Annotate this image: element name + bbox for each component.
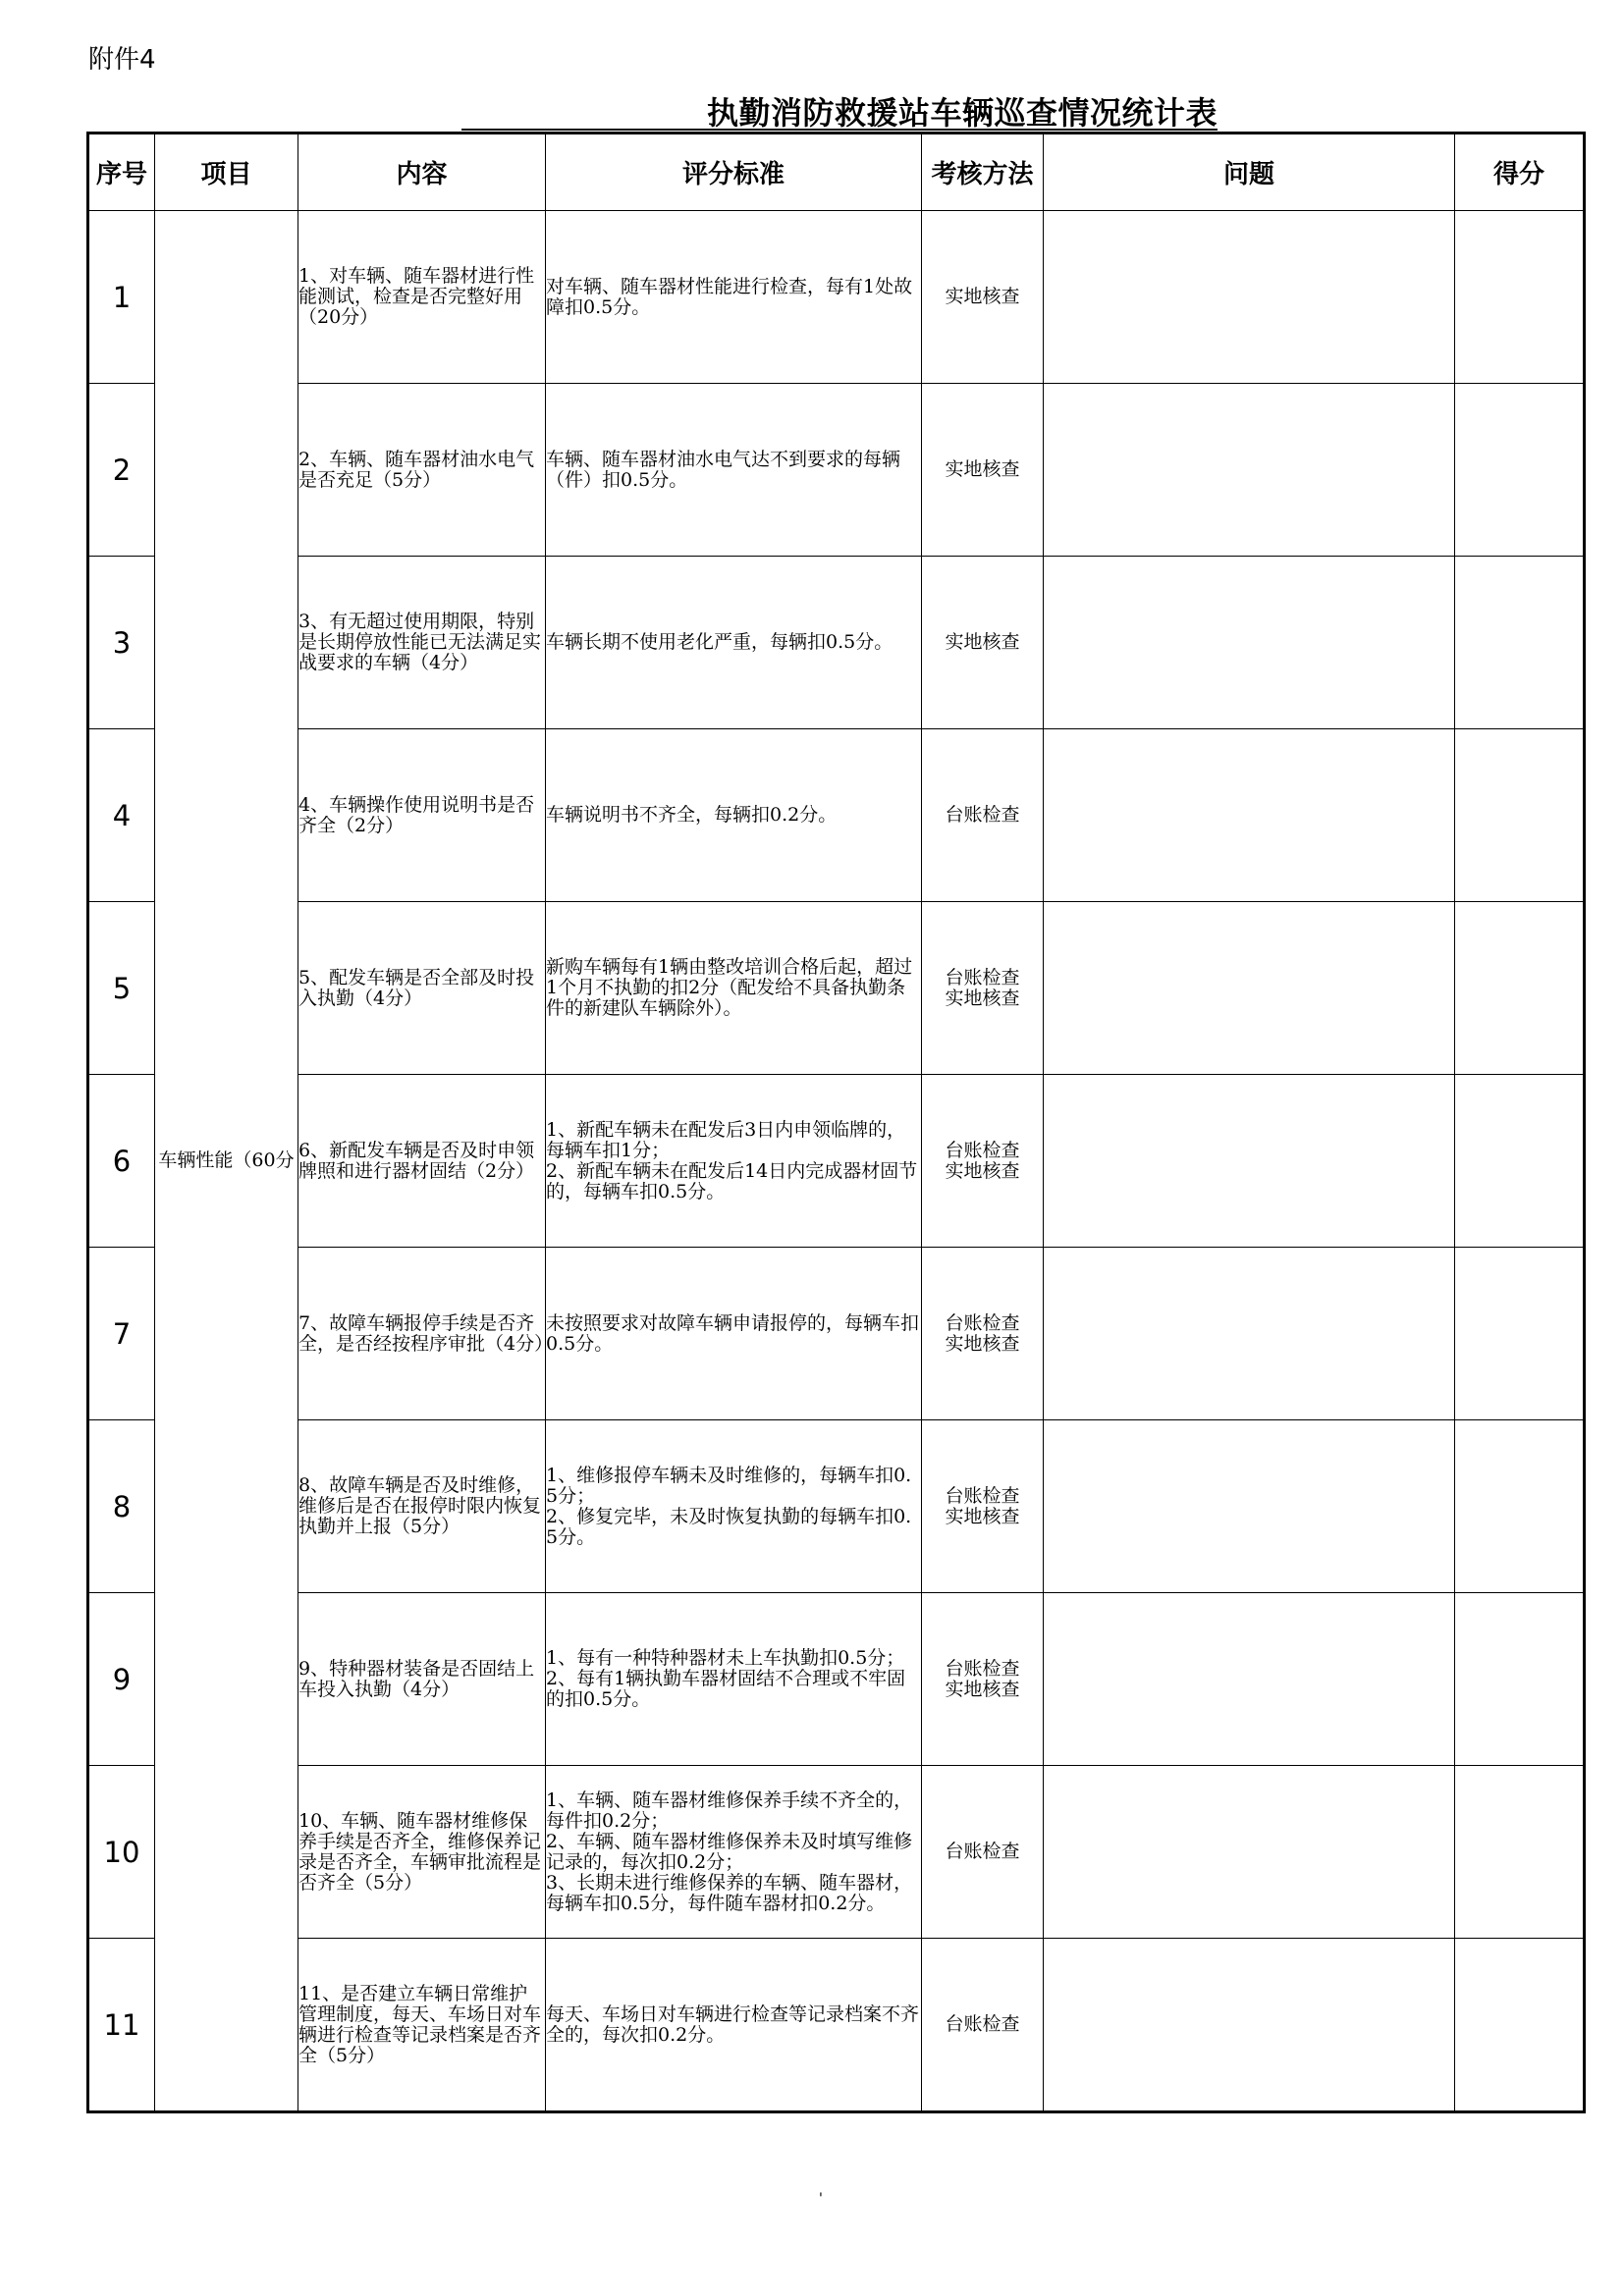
row-number: 2 [88, 384, 155, 557]
method-cell: 台账检查 实地核查 [922, 1420, 1044, 1593]
header-no: 序号 [88, 133, 155, 211]
table-row [88, 1075, 1585, 1248]
row-number: 11 [88, 1939, 155, 2112]
table-row [88, 1248, 1585, 1420]
score-cell [1455, 1939, 1585, 2112]
issue-cell [1044, 211, 1455, 384]
table-row [88, 1420, 1585, 1593]
content-cell: 8、故障车辆是否及时维修，维修后是否在报停时限内恢复执勤并上报（5分） [298, 1420, 546, 1593]
score-cell [1455, 902, 1585, 1075]
issue-cell [1044, 1939, 1455, 2112]
header-score: 得分 [1455, 133, 1585, 211]
header-issue: 问题 [1044, 133, 1455, 211]
issue-cell [1044, 1766, 1455, 1939]
row-number: 7 [88, 1248, 155, 1420]
criteria-cell: 车辆、随车器材油水电气达不到要求的每辆（件）扣0.5分。 [546, 384, 922, 557]
table-body [88, 211, 1585, 2112]
issue-cell [1044, 1075, 1455, 1248]
method-cell: 台账检查 实地核查 [922, 1593, 1044, 1766]
method-cell: 实地核查 [922, 384, 1044, 557]
inspection-table [86, 132, 1586, 2113]
row-number: 8 [88, 1420, 155, 1593]
header-method: 考核方法 [922, 133, 1044, 211]
attachment-label: 附件4 [88, 45, 156, 75]
score-cell [1455, 557, 1585, 729]
content-cell: 6、新配发车辆是否及时申领牌照和进行器材固结（2分） [298, 1075, 546, 1248]
content-cell: 11、是否建立车辆日常维护管理制度，每天、车场日对车辆进行检查等记录档案是否齐全（5分） [298, 1939, 546, 2112]
row-number: 6 [88, 1075, 155, 1248]
criteria-cell: 车辆说明书不齐全，每辆扣0.2分。 [546, 729, 922, 902]
criteria-cell: 1、每有一种特种器材未上车执勤扣0.5分； 2、每有1辆执勤车器材固结不合理或不牢固的扣0.5分。 [546, 1593, 922, 1766]
method-cell: 台账检查 [922, 729, 1044, 902]
criteria-cell: 1、新配车辆未在配发后3日内申领临牌的，每辆车扣1分； 2、新配车辆未在配发后14日内完成器材固节的，每辆车扣0.5分。 [546, 1075, 922, 1248]
content-cell: 2、车辆、随车器材油水电气是否充足（5分） [298, 384, 546, 557]
score-cell [1455, 729, 1585, 902]
method-cell: 台账检查 实地核查 [922, 1075, 1044, 1248]
content-cell: 3、有无超过使用期限，特别是长期停放性能已无法满足实战要求的车辆（4分） [298, 557, 546, 729]
row-number: 3 [88, 557, 155, 729]
score-cell [1455, 1766, 1585, 1939]
header-criteria: 评分标准 [546, 133, 922, 211]
content-cell: 10、车辆、随车器材维修保养手续是否齐全，维修保养记录是否齐全，车辆审批流程是否齐全（5分） [298, 1766, 546, 1939]
page-title-text: 执勤消防救援站车辆巡查情况统计表 [706, 94, 1218, 132]
criteria-cell: 每天、车场日对车辆进行检查等记录档案不齐全的，每次扣0.2分。 [546, 1939, 922, 2112]
issue-cell [1044, 1420, 1455, 1593]
issue-cell [1044, 729, 1455, 902]
table-row [88, 384, 1585, 557]
issue-cell [1044, 902, 1455, 1075]
content-cell: 5、配发车辆是否全部及时投入执勤（4分） [298, 902, 546, 1075]
row-number: 9 [88, 1593, 155, 1766]
table-row [88, 1593, 1585, 1766]
method-cell: 台账检查 实地核查 [922, 902, 1044, 1075]
issue-cell [1044, 1248, 1455, 1420]
criteria-cell: 1、车辆、随车器材维修保养手续不齐全的，每件扣0.2分； 2、车辆、随车器材维修保养未及时填写维修记录的，每次扣0.2分； 3、长期未进行维修保养的车辆、随车器材，每辆车扣0.5分，每件随车器材扣0.2分。 [546, 1766, 922, 1939]
page-title [461, 88, 1218, 133]
method-cell: 台账检查 [922, 1939, 1044, 2112]
table-row [88, 211, 1585, 384]
criteria-cell: 1、维修报停车辆未及时维修的，每辆车扣0.5分； 2、修复完毕，未及时恢复执勤的每辆车扣0.5分。 [546, 1420, 922, 1593]
content-cell: 7、故障车辆报停手续是否齐全，是否经按程序审批（4分） [298, 1248, 546, 1420]
table-row [88, 902, 1585, 1075]
score-cell [1455, 1593, 1585, 1766]
row-number: 10 [88, 1766, 155, 1939]
method-cell: 实地核查 [922, 557, 1044, 729]
header-item: 项目 [155, 133, 298, 211]
table-row [88, 1766, 1585, 1939]
score-cell [1455, 211, 1585, 384]
category-cell: 车辆性能（60分 [155, 211, 298, 2112]
criteria-cell: 新购车辆每有1辆由整改培训合格后起，超过1个月不执勤的扣2分（配发给不具备执勤条件的新建队车辆除外）。 [546, 902, 922, 1075]
score-cell [1455, 384, 1585, 557]
footer-mark: ' [819, 2191, 823, 2207]
table-row [88, 557, 1585, 729]
header-content: 内容 [298, 133, 546, 211]
issue-cell [1044, 384, 1455, 557]
row-number: 4 [88, 729, 155, 902]
method-cell: 台账检查 实地核查 [922, 1248, 1044, 1420]
issue-cell [1044, 1593, 1455, 1766]
criteria-cell: 未按照要求对故障车辆申请报停的，每辆车扣0.5分。 [546, 1248, 922, 1420]
method-cell: 实地核查 [922, 211, 1044, 384]
row-number: 1 [88, 211, 155, 384]
criteria-cell: 对车辆、随车器材性能进行检查，每有1处故障扣0.5分。 [546, 211, 922, 384]
score-cell [1455, 1075, 1585, 1248]
criteria-cell: 车辆长期不使用老化严重，每辆扣0.5分。 [546, 557, 922, 729]
table-row [88, 729, 1585, 902]
issue-cell [1044, 557, 1455, 729]
content-cell: 4、车辆操作使用说明书是否齐全（2分） [298, 729, 546, 902]
score-cell [1455, 1248, 1585, 1420]
row-number: 5 [88, 902, 155, 1075]
table-row [88, 1939, 1585, 2112]
content-cell: 9、特种器材装备是否固结上车投入执勤（4分） [298, 1593, 546, 1766]
score-cell [1455, 1420, 1585, 1593]
content-cell: 1、对车辆、随车器材进行性能测试，检查是否完整好用（20分） [298, 211, 546, 384]
method-cell: 台账检查 [922, 1766, 1044, 1939]
header-row [88, 133, 1585, 211]
